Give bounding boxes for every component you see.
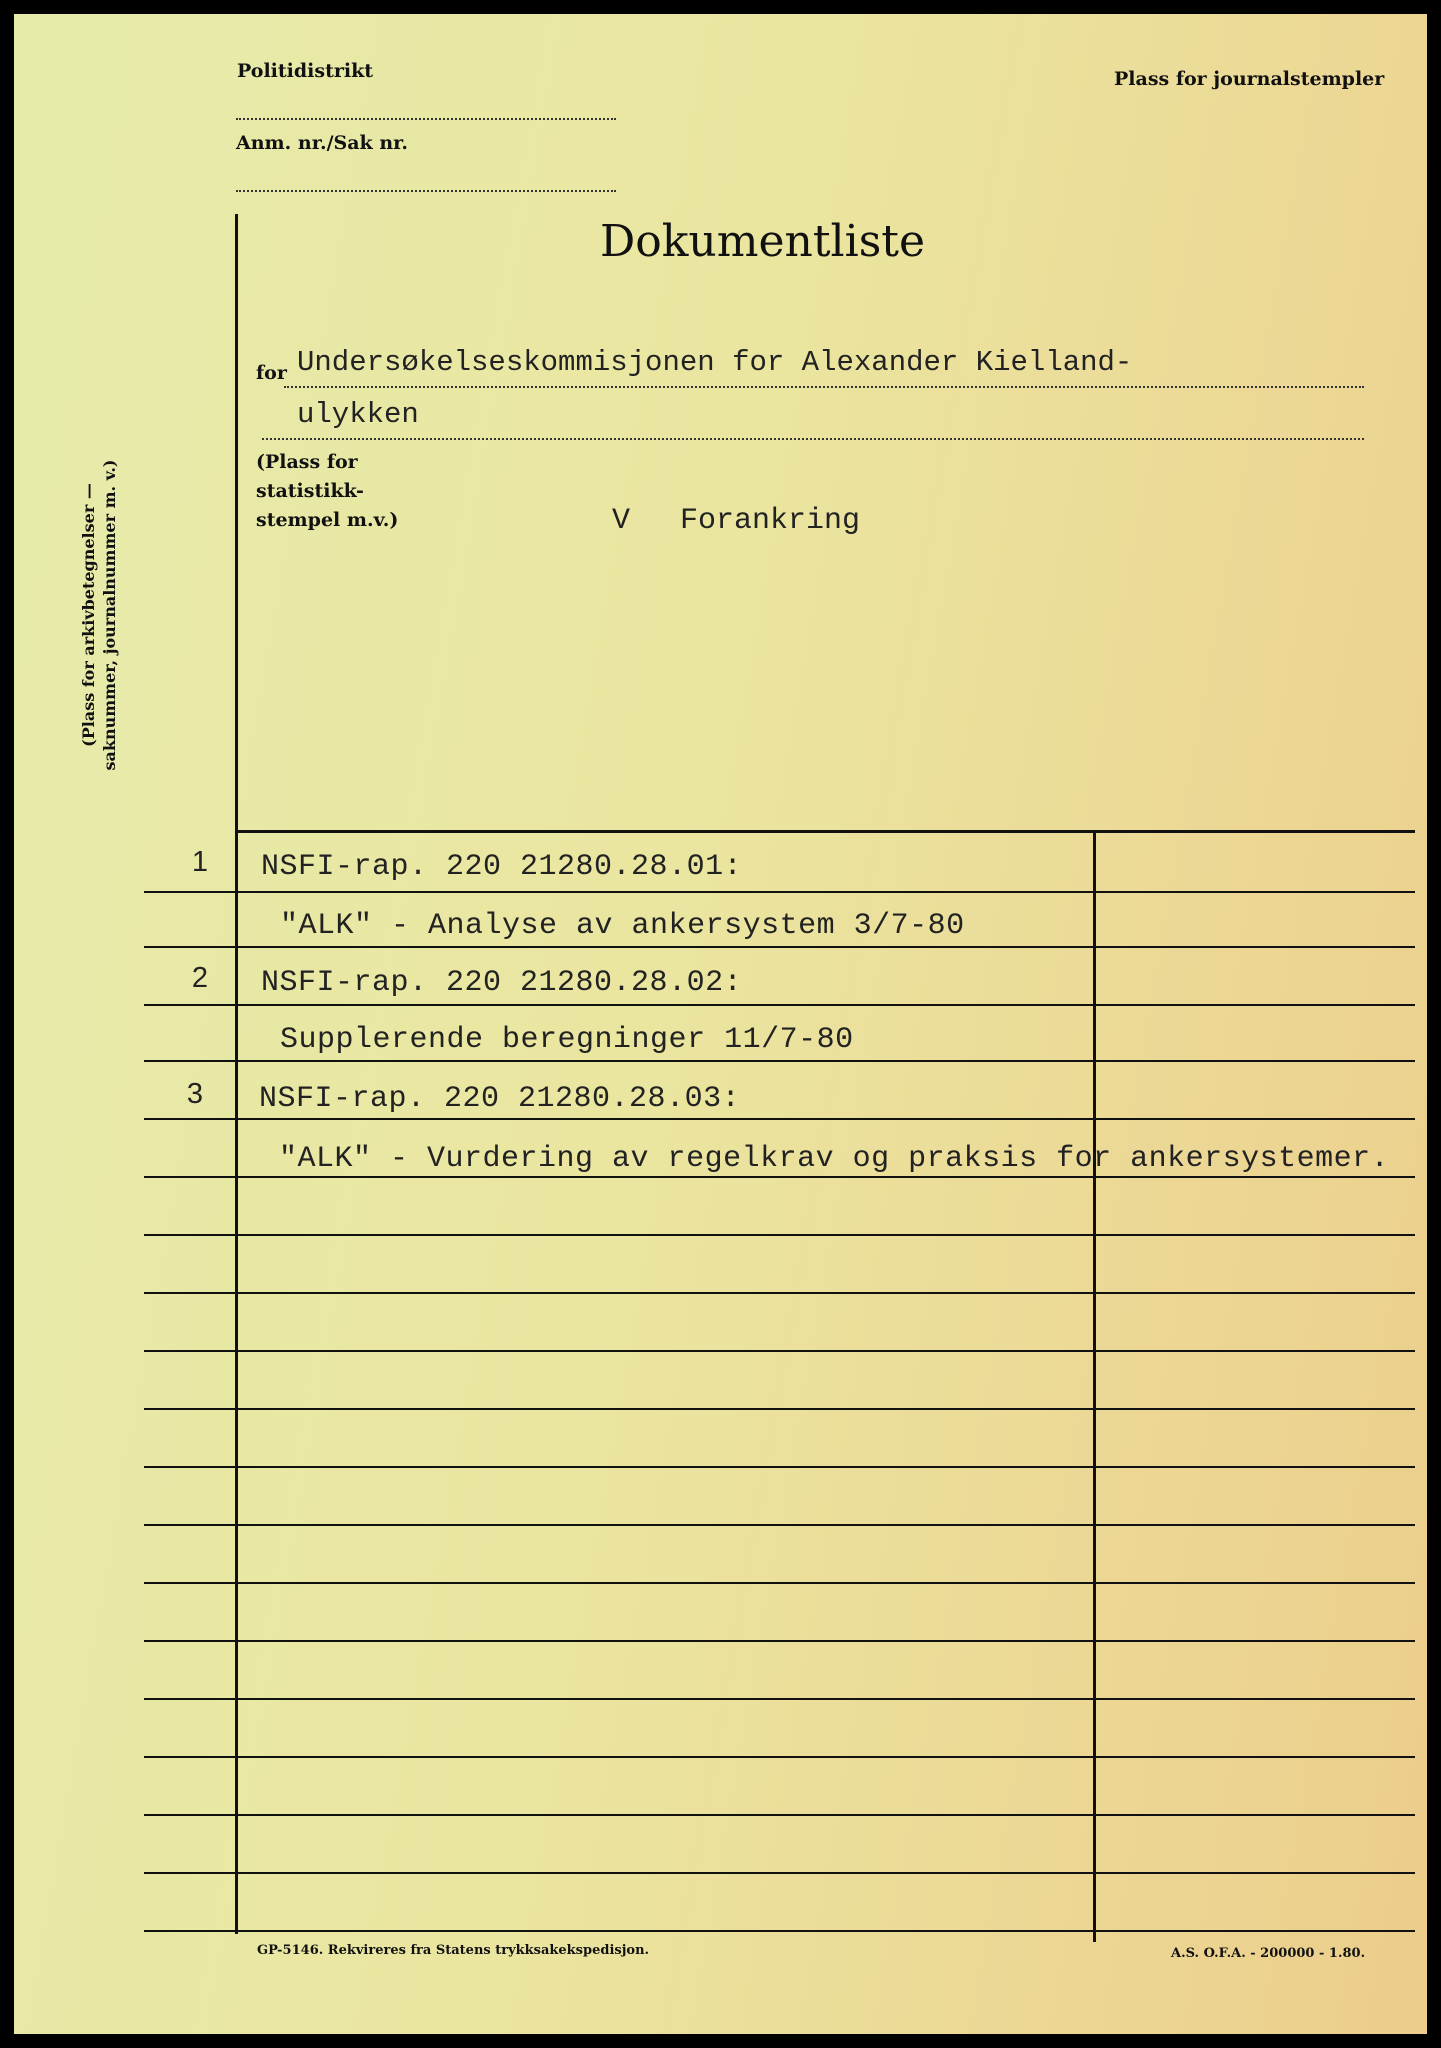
entry-line2: "ALK" - Analyse av ankersystem 3/7-80 [280,909,965,943]
table-row-rule [144,1582,1415,1584]
section-marker: V [612,504,631,538]
table-row-rule [144,1814,1415,1816]
page-title: Dokumentliste [600,216,925,267]
entry-line2: "ALK" - Vurdering av regelkrav og praksis for ankersystemer. [279,1142,1390,1176]
table-row-rule [144,1060,1415,1062]
table-row-rule [144,1640,1415,1642]
table-row-rule [144,1698,1415,1700]
table-row-rule [144,1408,1415,1410]
entry-number: 1 [191,846,209,878]
entry-number: 3 [186,1078,204,1110]
entry-line1: NSFI-rap. 220 21280.28.01: [261,850,743,884]
right-vertical-rule [1093,830,1096,1942]
entry-line1: NSFI-rap. 220 21280.28.02: [261,966,743,1000]
stat-stamp-label [256,448,398,535]
archive-side-label-line2: saknummer, journalnummer m. v.) [100,459,119,771]
for-label: for [256,362,287,384]
table-row-rule [144,1004,1415,1006]
anm-field-line [236,190,616,192]
table-row-rule [144,1234,1415,1236]
entry-line1: NSFI-rap. 220 21280.28.03: [259,1082,741,1116]
archive-side-label-line1: (Plass for arkivbetegnelser — [79,483,98,747]
stat-stamp-line3: stempel m.v.) [256,509,399,531]
politidistrikt-label: Politidistrikt [237,60,374,82]
table-row-rule [144,1350,1415,1352]
table-top-rule [235,830,1415,833]
table-row-rule [144,1756,1415,1758]
for-line-1: Undersøkelseskommisjonen for Alexander Kielland- [297,346,1133,379]
table-row-rule [144,891,1415,893]
entry-number: 2 [191,962,209,994]
table-row-rule [144,1872,1415,1874]
for-line-2: ulykken [297,398,419,431]
journal-stamp-label: Plass for journalstempler [1114,68,1385,90]
archive-side-label [78,435,120,795]
anm-label: Anm. nr./Sak nr. [236,132,409,154]
table-row-rule [144,1930,1415,1932]
table-row-rule [144,1292,1415,1294]
for-dotted-line-2 [262,438,1364,440]
for-dotted-line-1 [284,386,1364,388]
footer-right-note: A.S. O.F.A. - 200000 - 1.80. [1171,1946,1366,1961]
stat-stamp-line1: (Plass for [256,451,358,473]
table-row-rule [144,946,1415,948]
document-sheet [14,14,1427,2034]
table-row-rule [144,1118,1415,1120]
politidistrikt-field-line [236,118,616,120]
stat-stamp-line2: statistikk- [256,480,364,502]
table-row-rule [144,1524,1415,1526]
table-row-rule [144,1176,1415,1178]
left-vertical-rule [235,214,238,1934]
footer-left-note: GP-5146. Rekvireres fra Statens trykksakekspedisjon. [257,1943,650,1958]
entry-line2: Supplerende beregninger 11/7-80 [280,1023,854,1057]
table-row-rule [144,1466,1415,1468]
section-title: Forankring [680,504,861,538]
